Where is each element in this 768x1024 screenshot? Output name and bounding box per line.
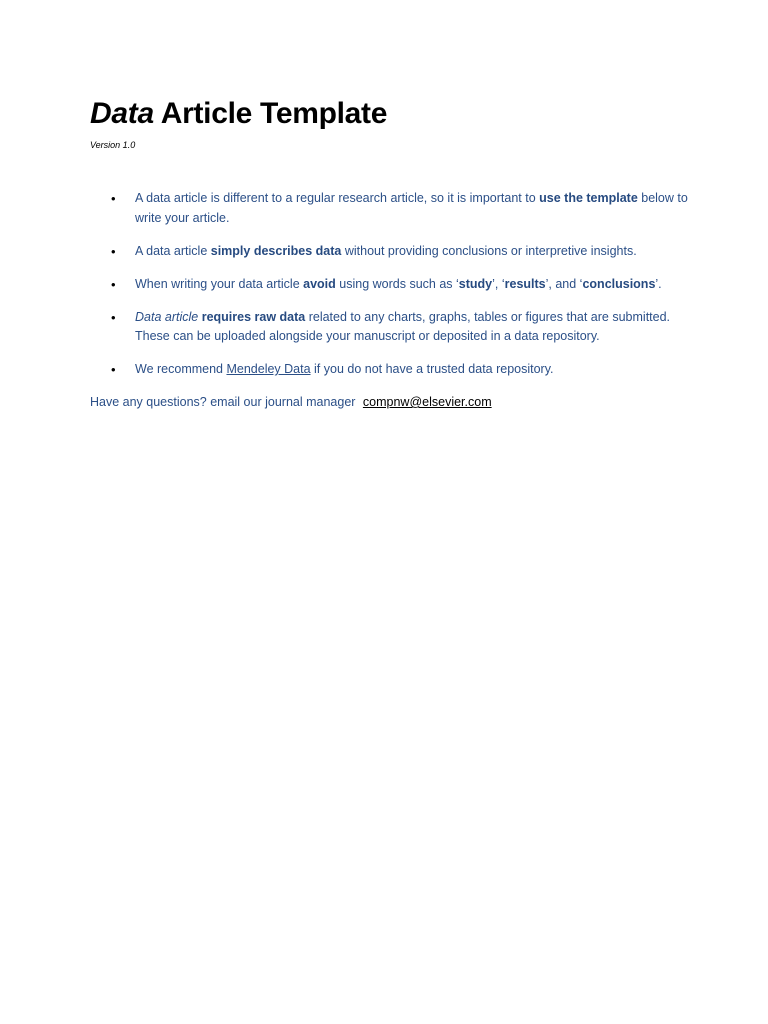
emphasis: results — [504, 276, 546, 291]
page-title — [90, 94, 387, 134]
title-rest: Article Template — [153, 97, 388, 130]
contact-text: Have any questions? email our journal manager — [90, 395, 359, 409]
emphasis: conclusions — [582, 276, 656, 291]
emphasis: use the template — [539, 191, 638, 205]
italic-text: Data article — [135, 309, 199, 324]
title-italic: Data — [90, 97, 154, 130]
emphasis: study — [458, 276, 493, 291]
list-item: • A data article is different to a regular research article, so it is important to use the template below to write your article. — [111, 191, 688, 225]
version-label: Version 1.0 — [90, 140, 136, 150]
contact-line — [90, 393, 492, 412]
bullet-icon: • — [111, 276, 116, 292]
email-link[interactable]: compnw@elsevier.com — [362, 395, 492, 409]
list-item: • Data article requires raw data related to any charts, graphs, tables or figures that are submitted. These can be uploaded alongside your manuscript or deposited in a data repository. — [111, 309, 671, 343]
emphasis: simply describes data — [210, 243, 342, 258]
mendeley-data-link[interactable]: Mendeley Data — [226, 362, 311, 376]
guidelines-list — [0, 189, 768, 393]
bullet-icon: • — [111, 243, 116, 259]
bullet-icon: • — [111, 362, 116, 377]
list-item: • A data article simply describes data without providing conclusions or interpretive insights. — [0, 242, 768, 262]
bullet-icon: • — [111, 191, 116, 206]
emphasis: requires raw data — [198, 309, 306, 324]
bullet-icon: • — [111, 309, 116, 325]
list-item: • We recommend Mendeley Data if you do not have a trusted data repository. — [0, 360, 768, 380]
emphasis: avoid — [303, 276, 336, 291]
list-item: • When writing your data article avoid using words such as ‘study’, ‘results’, and ‘conclusions’. — [0, 275, 768, 295]
